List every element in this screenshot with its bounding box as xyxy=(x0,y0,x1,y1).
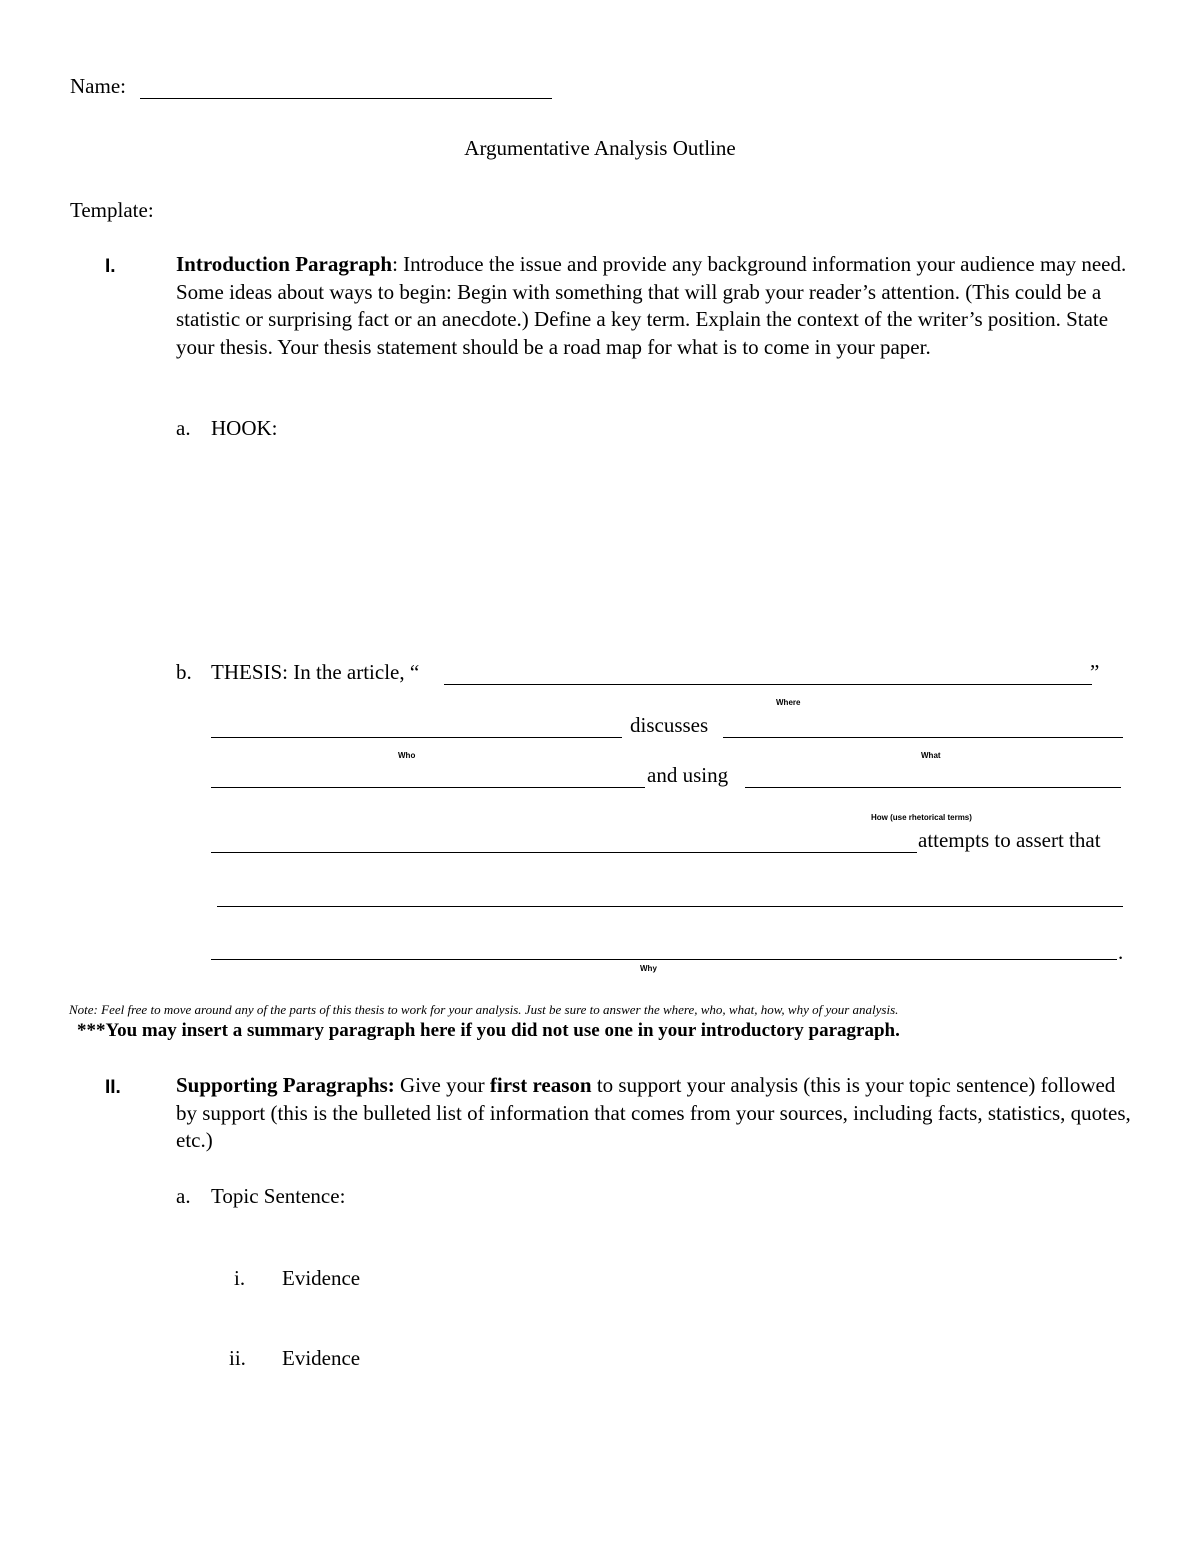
hook-marker: a. xyxy=(176,416,191,440)
thesis-marker: b. xyxy=(176,660,192,684)
section-2-bold-phrase: first reason xyxy=(489,1073,592,1097)
page-title: Argumentative Analysis Outline xyxy=(464,136,736,160)
evidence-label: Evidence xyxy=(282,1346,361,1370)
who-line[interactable] xyxy=(211,737,622,738)
hook-label: HOOK: xyxy=(211,416,278,440)
label-what: What xyxy=(921,751,941,760)
topic-sentence-label: Topic Sentence: xyxy=(211,1184,346,1208)
label-how: How (use rhetorical terms) xyxy=(871,813,972,822)
template-label: Template: xyxy=(70,198,154,222)
close-quote: ” xyxy=(1090,660,1100,684)
what-line[interactable] xyxy=(723,737,1123,738)
label-who: Who xyxy=(398,751,416,760)
evidence-marker: i. xyxy=(234,1266,246,1290)
section-1-paragraph xyxy=(176,251,1136,361)
how-line[interactable] xyxy=(745,787,1121,788)
section-2-text-after: to support your analysis (this is your topic sentence) followed by support (this is the bulleted list of information that comes from your sources, including facts, statistics, quotes, etc.) xyxy=(176,1073,1131,1152)
why-line-2[interactable] xyxy=(211,959,1117,960)
name-label: Name: xyxy=(70,74,126,98)
article-title-line[interactable] xyxy=(444,684,1092,685)
section-1-heading: Introduction Paragraph xyxy=(176,252,393,276)
section-2-paragraph xyxy=(176,1072,1136,1155)
name-field-line[interactable] xyxy=(140,98,552,99)
evidence-marker: ii. xyxy=(229,1346,246,1370)
label-where: Where xyxy=(776,698,801,707)
attempts-text: attempts to assert that xyxy=(918,828,1101,852)
label-why: Why xyxy=(640,964,657,973)
thesis-label: THESIS: In the article, “ xyxy=(211,660,420,684)
how-continued-line[interactable] xyxy=(211,852,917,853)
section-1-numeral: I. xyxy=(105,256,116,277)
thesis-period: . xyxy=(1118,940,1124,964)
thesis-note: Note: Feel free to move around any of the parts of this thesis to work for your analysis. Just be sure to answer the where, who, what, how, why of your analysis. xyxy=(69,1002,899,1017)
section-2-numeral: II. xyxy=(105,1077,121,1098)
discusses-text: discusses xyxy=(630,713,709,737)
section-2-heading: Supporting Paragraphs: xyxy=(176,1073,395,1097)
evidence-label: Evidence xyxy=(282,1266,361,1290)
topic-marker: a. xyxy=(176,1184,191,1208)
section-2-text-before: Give your xyxy=(394,1073,490,1097)
what-continued-line[interactable] xyxy=(211,787,645,788)
summary-note: ***You may insert a summary paragraph here if you did not use one in your introductory paragraph. xyxy=(77,1020,900,1041)
section-1-text: : Introduce the issue and provide any background information your audience may need. Some ideas about ways to begin: Begin with something that will grab your reader’s attention. (This could be a statistic or surprising fact or an anecdote.) Define a key term. Explain the context of the writer’s position. State your thesis. Your thesis statement should be a road map for what is to come in your paper. xyxy=(176,252,1127,359)
and-using-text: and using xyxy=(647,763,729,787)
why-line-1[interactable] xyxy=(217,906,1123,907)
